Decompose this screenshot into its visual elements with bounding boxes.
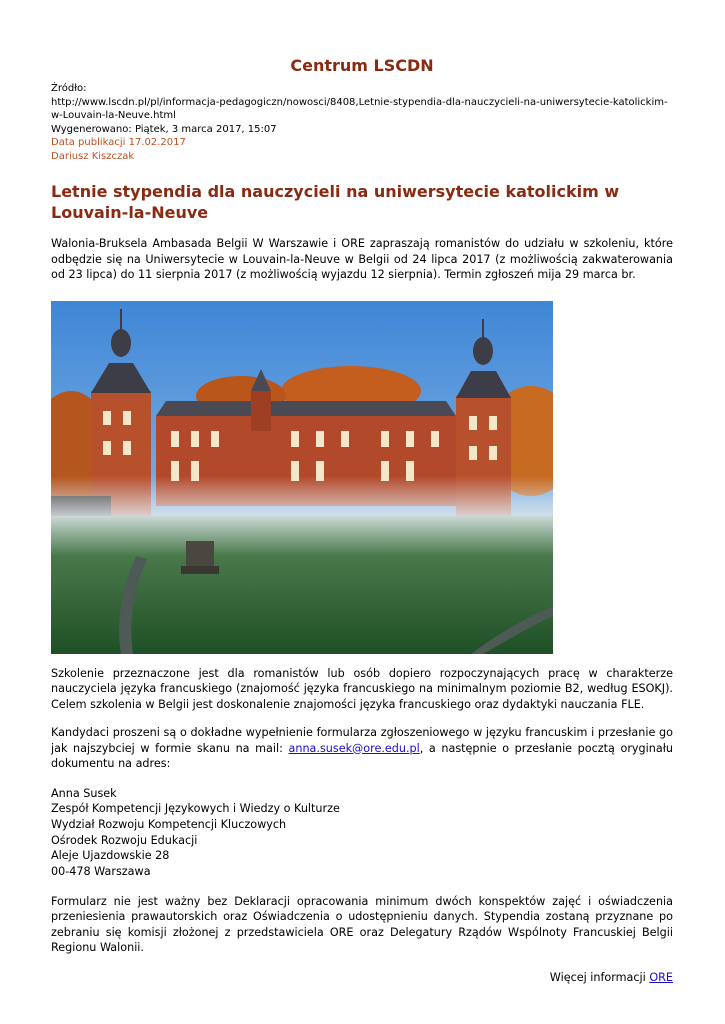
source-label: Źródło: [51,83,87,94]
paragraph-3 [51,725,673,772]
paragraph-3-text: Kandydaci proszeni są o dokładne wypełnienie formularza zgłoszeniowego w języku francuskim i przesłanie go jak najszybciej w formie skanu na mail: [51,726,673,755]
address-line: Zespół Kompetencji Językowych i Wiedzy o Kulturze [51,802,340,816]
more-info-label: Więcej informacji [549,970,650,984]
address-line: Ośrodek Rozwoju Edukacji [51,833,198,847]
address-line: Anna Susek [51,786,117,800]
paragraph-4: Formularz nie jest ważny bez Deklaracji opracowania minimum dwóch konspektów zajęć i oświadczenia przeniesienia prawautorskich oraz Oświadczenia o udostępnieniu danych. Stypendia zostaną przyznane po zebraniu się komisji złożonej z przedstawiciela ORE oraz Delegatury Rządów Wspólnoty Francuskiej Belgii Regionu Walonii. [51,894,673,955]
ore-link[interactable]: ORE [649,970,673,984]
generated-date: Wygenerowano: Piątek, 3 marca 2017, 15:07 [51,123,277,135]
document-page [51,0,673,984]
source-url: http://www.lscdn.pl/pl/informacja-pedagogiczn/nowosci/8408,Letnie-stypendia-dla-nauczycieli-na-uniwersytecie-katolickim-w-Louvain-la-Neuve.html [51,96,668,121]
email-link[interactable]: anna.susek@ore.edu.pl [288,741,420,755]
address-line: 00-478 Warszawa [51,865,151,879]
document-meta [51,82,673,163]
more-info [51,971,673,984]
postal-address [51,786,673,880]
address-line: Aleje Ujazdowskie 28 [51,849,170,863]
address-line: Wydział Rozwoju Kompetencji Kluczowych [51,817,287,831]
paragraph-3-tail: , a następnie o przesłanie pocztą oryginału dokumentu na adres: [51,741,673,770]
site-title: Centrum LSCDN [290,56,434,75]
article-title: Letnie stypendia dla nauczycieli na uniwersytecie katolickim w Louvain-la-Neuve [51,182,620,222]
castle-photo [51,301,553,654]
paragraph-2: Szkolenie przeznaczone jest dla romanistów lub osób dopiero rozpoczynających pracę w charakterze nauczyciela języka francuskiego (znajomość języka francuskiego na minimalnym poziomie B2, według ESOKJ). Celem szkolenia w Belgii jest doskonalenie znajomości języka francuskiego oraz dydaktyki nauczania FLE. [51,666,673,711]
author: Dariusz Kiszczak [51,150,135,162]
intro-paragraph: Walonia-Bruksela Ambasada Belgii W Warszawie i ORE zapraszają romanistów do udziału w szkoleniu, które odbędzie się na Uniwersytecie w Louvain-la-Neuve w Belgii od 24 lipca 2017 (z możliwością zakwaterowania od 23 lipca) do 11 sierpnia 2017 (z możliwością wyjazdu 12 sierpnia). Termin zgłoszeń mija 29 marca br. [51,237,673,281]
publication-date: Data publikacji 17.02.2017 [51,137,186,148]
